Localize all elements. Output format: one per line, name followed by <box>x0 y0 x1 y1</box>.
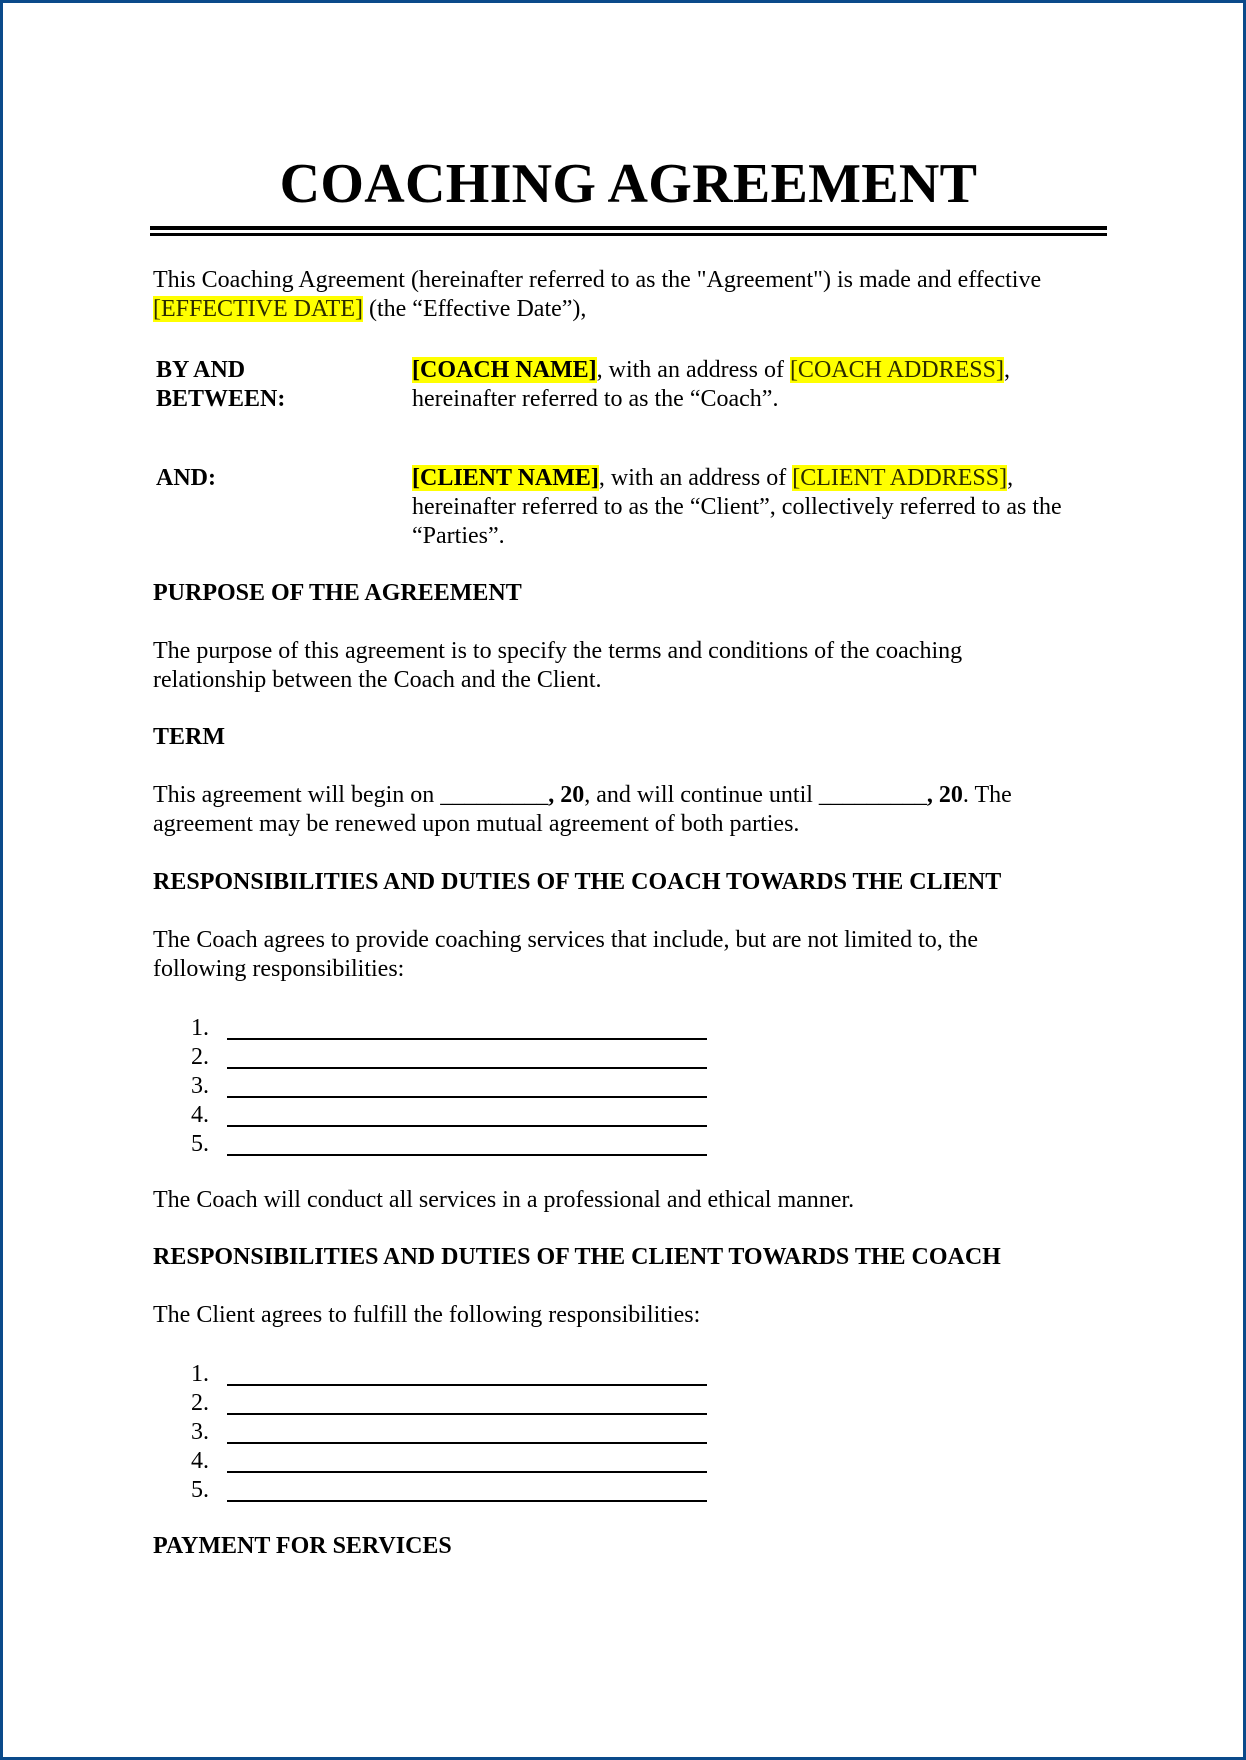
coach-address-placeholder[interactable]: [COACH ADDRESS] <box>789 357 1004 383</box>
heading-client-duties: RESPONSIBILITIES AND DUTIES OF THE CLIENT TOWARDS THE COACH <box>153 1244 1001 1270</box>
party-label-client: AND: <box>156 465 216 491</box>
list-number: 4. <box>191 1448 209 1474</box>
effective-date-placeholder[interactable]: [EFFECTIVE DATE] <box>153 296 363 322</box>
term-text-2: , and will continue until <box>584 782 819 808</box>
party-client <box>412 464 1112 551</box>
coach-address-lead: , with an address of <box>596 357 790 383</box>
intro-paragraph <box>153 266 1093 324</box>
client-address-placeholder[interactable]: [CLIENT ADDRESS] <box>792 465 1008 491</box>
term-text-1: This agreement will begin on <box>153 782 441 808</box>
coach-name-placeholder[interactable]: [COACH NAME] <box>412 357 597 383</box>
blank-line[interactable] <box>227 1096 707 1098</box>
coach-duties-closing: The Coach will conduct all services in a professional and ethical manner. <box>153 1187 855 1213</box>
term-paragraph <box>153 781 1103 839</box>
purpose-paragraph: The purpose of this agreement is to specify the terms and conditions of the coaching relationship between the Coach and the Client. <box>153 638 963 693</box>
blank-line[interactable] <box>227 1471 707 1473</box>
title-rule-bottom <box>150 233 1107 236</box>
heading-term: TERM <box>153 724 225 750</box>
blank-line[interactable] <box>227 1442 707 1444</box>
client-duties-intro: The Client agrees to fulfill the following responsibilities: <box>153 1302 701 1328</box>
term-start-blank[interactable]: _________ <box>440 782 549 808</box>
client-name-placeholder[interactable]: [CLIENT NAME] <box>412 465 599 491</box>
coach-end-comma: , <box>1003 357 1010 383</box>
term-end-blank[interactable]: _________ <box>818 782 927 808</box>
list-number: 1. <box>191 1015 209 1041</box>
document-title: COACHING AGREEMENT <box>279 153 978 215</box>
party-coach <box>412 356 1112 414</box>
list-number: 5. <box>191 1131 209 1157</box>
client-address-lead: , with an address of <box>598 465 793 491</box>
client-end-comma: , <box>1007 465 1014 491</box>
intro-text-after: (the “Effective Date”), <box>362 296 587 322</box>
blank-line[interactable] <box>227 1384 707 1386</box>
heading-coach-duties: RESPONSIBILITIES AND DUTIES OF THE COACH TOWARDS THE CLIENT <box>153 869 1002 895</box>
coach-description: hereinafter referred to as the “Coach”. <box>412 386 779 412</box>
title-rule-top <box>150 226 1107 230</box>
party-label-coach: BY AND BETWEEN: <box>156 357 286 412</box>
intro-text-before: This Coaching Agreement (hereinafter referred to as the "Agreement") is made and effective <box>153 267 1042 293</box>
blank-line[interactable] <box>227 1067 707 1069</box>
list-number: 2. <box>191 1390 209 1416</box>
blank-line[interactable] <box>227 1500 707 1502</box>
list-number: 2. <box>191 1044 209 1070</box>
blank-line[interactable] <box>227 1413 707 1415</box>
heading-payment: PAYMENT FOR SERVICES <box>153 1533 452 1559</box>
blank-line[interactable] <box>227 1038 707 1040</box>
list-number: 5. <box>191 1477 209 1503</box>
blank-line[interactable] <box>227 1125 707 1127</box>
heading-purpose: PURPOSE OF THE AGREEMENT <box>153 580 522 606</box>
list-number: 3. <box>191 1419 209 1445</box>
term-start-year: , 20 <box>548 782 585 808</box>
client-description: hereinafter referred to as the “Client”, collectively referred to as the “Parties”. <box>412 494 1062 549</box>
term-end-year: , 20 <box>926 782 963 808</box>
coach-duties-intro: The Coach agrees to provide coaching services that include, but are not limited to, the following responsibilities: <box>153 927 979 982</box>
term-text-3: . The agreement may be renewed upon mutual agreement of both parties. <box>153 782 1012 837</box>
list-number: 4. <box>191 1102 209 1128</box>
list-number: 1. <box>191 1361 209 1387</box>
blank-line[interactable] <box>227 1154 707 1156</box>
list-number: 3. <box>191 1073 209 1099</box>
